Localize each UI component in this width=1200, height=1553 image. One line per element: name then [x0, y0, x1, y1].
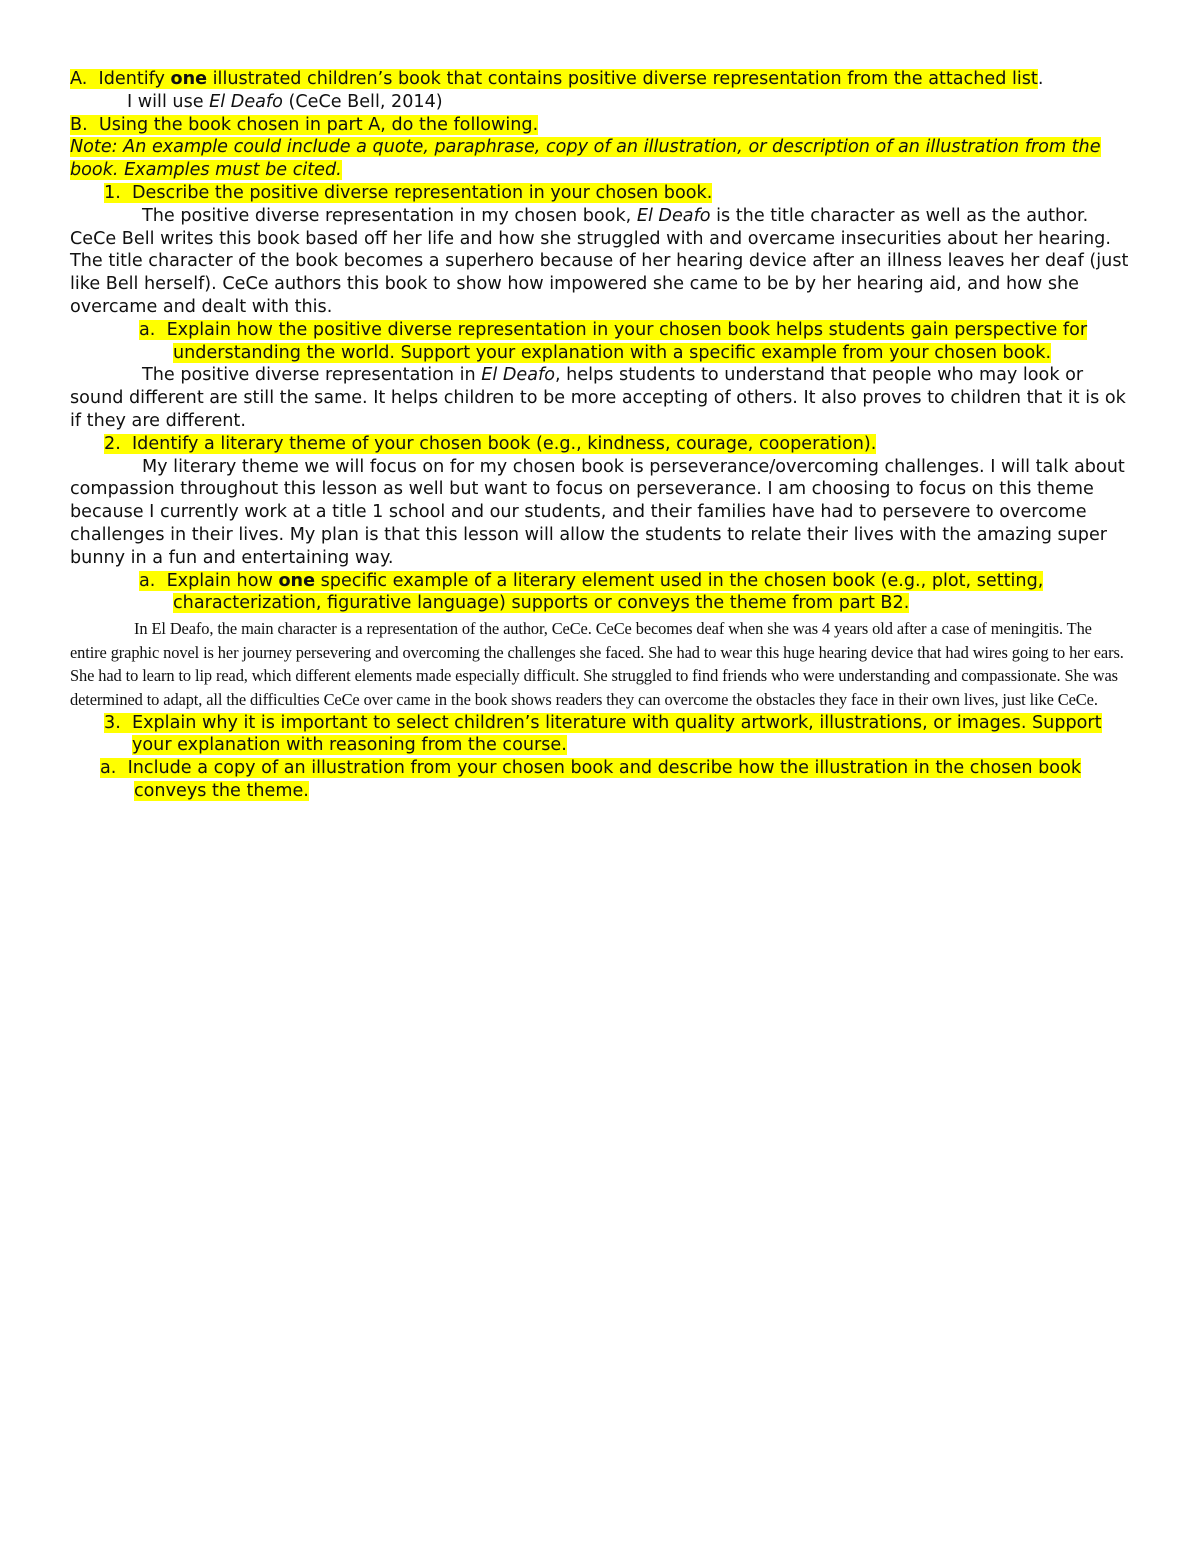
q3-prompt: [72, 712, 1132, 758]
q1-answer-pre: The positive diverse representation in my chosen book,: [142, 205, 637, 226]
part-a-answer-post: (CeCe Bell, 2014): [282, 91, 443, 112]
q1a-book-title: El Deafo: [481, 365, 555, 386]
part-a-prompt: [70, 68, 1132, 91]
q2-marker: 2.: [104, 433, 121, 454]
q1a-answer: [70, 364, 1132, 432]
book-title: El Deafo: [209, 91, 283, 112]
q3-marker: 3.: [104, 712, 121, 733]
q3a-marker: a.: [100, 758, 117, 779]
q1a-prompt-text: Explain how the positive diverse representation in your chosen book helps students gain perspective for understanding the world. Support your explanation with a specific example from your chosen book.: [166, 319, 1088, 363]
q1a-prompt: [70, 319, 1132, 365]
q2a-bold-one: one: [278, 570, 316, 591]
q2-prompt-text: Identify a literary theme of your chosen book (e.g., kindness, courage, cooperation).: [131, 433, 877, 454]
q2a-prompt-pre: Explain how: [166, 570, 279, 591]
q1-prompt: [72, 182, 1132, 205]
part-a-period: .: [1037, 69, 1044, 89]
q2a-prompt: [70, 570, 1132, 616]
part-a-prompt-pre: Identify: [98, 69, 171, 89]
q1a-answer-pre: The positive diverse representation in: [142, 365, 482, 386]
part-b-prompt: [70, 114, 1132, 137]
part-a-bold-one: one: [170, 69, 208, 89]
q1a-marker: a.: [139, 319, 156, 340]
q2a-marker: a.: [139, 570, 156, 591]
part-b-note-text: Note: An example could include a quote, paraphrase, copy of an illustration, or description of an illustration from the book. Examples must be cited.: [70, 137, 1101, 181]
q2-answer: My literary theme we will focus on for my chosen book is perseverance/overcoming challenges. I will talk about compassion throughout this lesson as well but want to focus on perseverance. I am choosing to focus on this theme because I currently work at a title 1 school and our students, and their families have had to persevere to overcome challenges in their lives. My plan is that this lesson will allow the students to relate their lives with the amazing super bunny in a fun and entertaining way.: [70, 456, 1125, 568]
part-b-prompt-text: Using the book chosen in part A, do the following.: [98, 114, 539, 135]
q2a-prompt-post: specific example of a literary element used in the chosen book (e.g., plot, setting, characterization, figurative language) supports or conveys the theme from part B2.: [173, 570, 1044, 614]
part-b-note: [70, 136, 1132, 182]
q2a-answer: In El Deafo, the main character is a representation of the author, CeCe. CeCe becomes deaf when she was 4 years old after a case of meningitis. The entire graphic novel is her journey persevering and overcoming the challenges she faced. She had to wear this huge hearing device that had wires going to her ears. She had to learn to lip read, which different elements made especially difficult. She struggled to find friends who were understanding and compassionate. She was determined to adapt, all the difficulties CeCe over came in the book shows readers they can overcome the obstacles they face in their own lives, just like CeCe.: [70, 619, 1124, 709]
part-a-marker: A.: [70, 69, 88, 89]
q1a-answer-post: , helps students to understand that people who may look or sound different are still the same. It helps children to be more accepting of others. It also proves to children that it is ok if they are different.: [70, 365, 1126, 431]
q2-prompt: [72, 433, 1132, 456]
part-a-answer: [70, 91, 1132, 114]
q1-answer: [70, 205, 1132, 319]
q1-prompt-text: Describe the positive diverse representation in your chosen book.: [131, 182, 713, 203]
q3a-prompt-text: Include a copy of an illustration from your chosen book and describe how the illustration in the chosen book conveys the theme.: [127, 758, 1082, 801]
q1-book-title: El Deafo: [636, 205, 711, 226]
q3-prompt-text: Explain why it is important to select children’s literature with quality artwork, illustrations, or images. Support your explanation with reasoning from the course.: [131, 712, 1102, 756]
document-page: [70, 68, 1132, 803]
q1-answer-post: is the title character as well as the author. CeCe Bell writes this book based off her life and how she struggled with and overcame insecurities about her hearing. The title character of the book becomes a superhero because of her hearing device after an illness leaves her deaf (just like Bell herself). CeCe authors this book to show how impowered she came to be by her hearing aid, and how she overcame and dealt with this.: [70, 205, 1129, 317]
q3a-prompt: [70, 757, 1132, 803]
part-a-answer-pre: I will use: [127, 91, 210, 112]
q1-marker: 1.: [104, 182, 121, 203]
part-a-prompt-post: illustrated children’s book that contains positive diverse representation from the attached list: [207, 69, 1038, 89]
part-b-marker: B.: [70, 114, 88, 135]
